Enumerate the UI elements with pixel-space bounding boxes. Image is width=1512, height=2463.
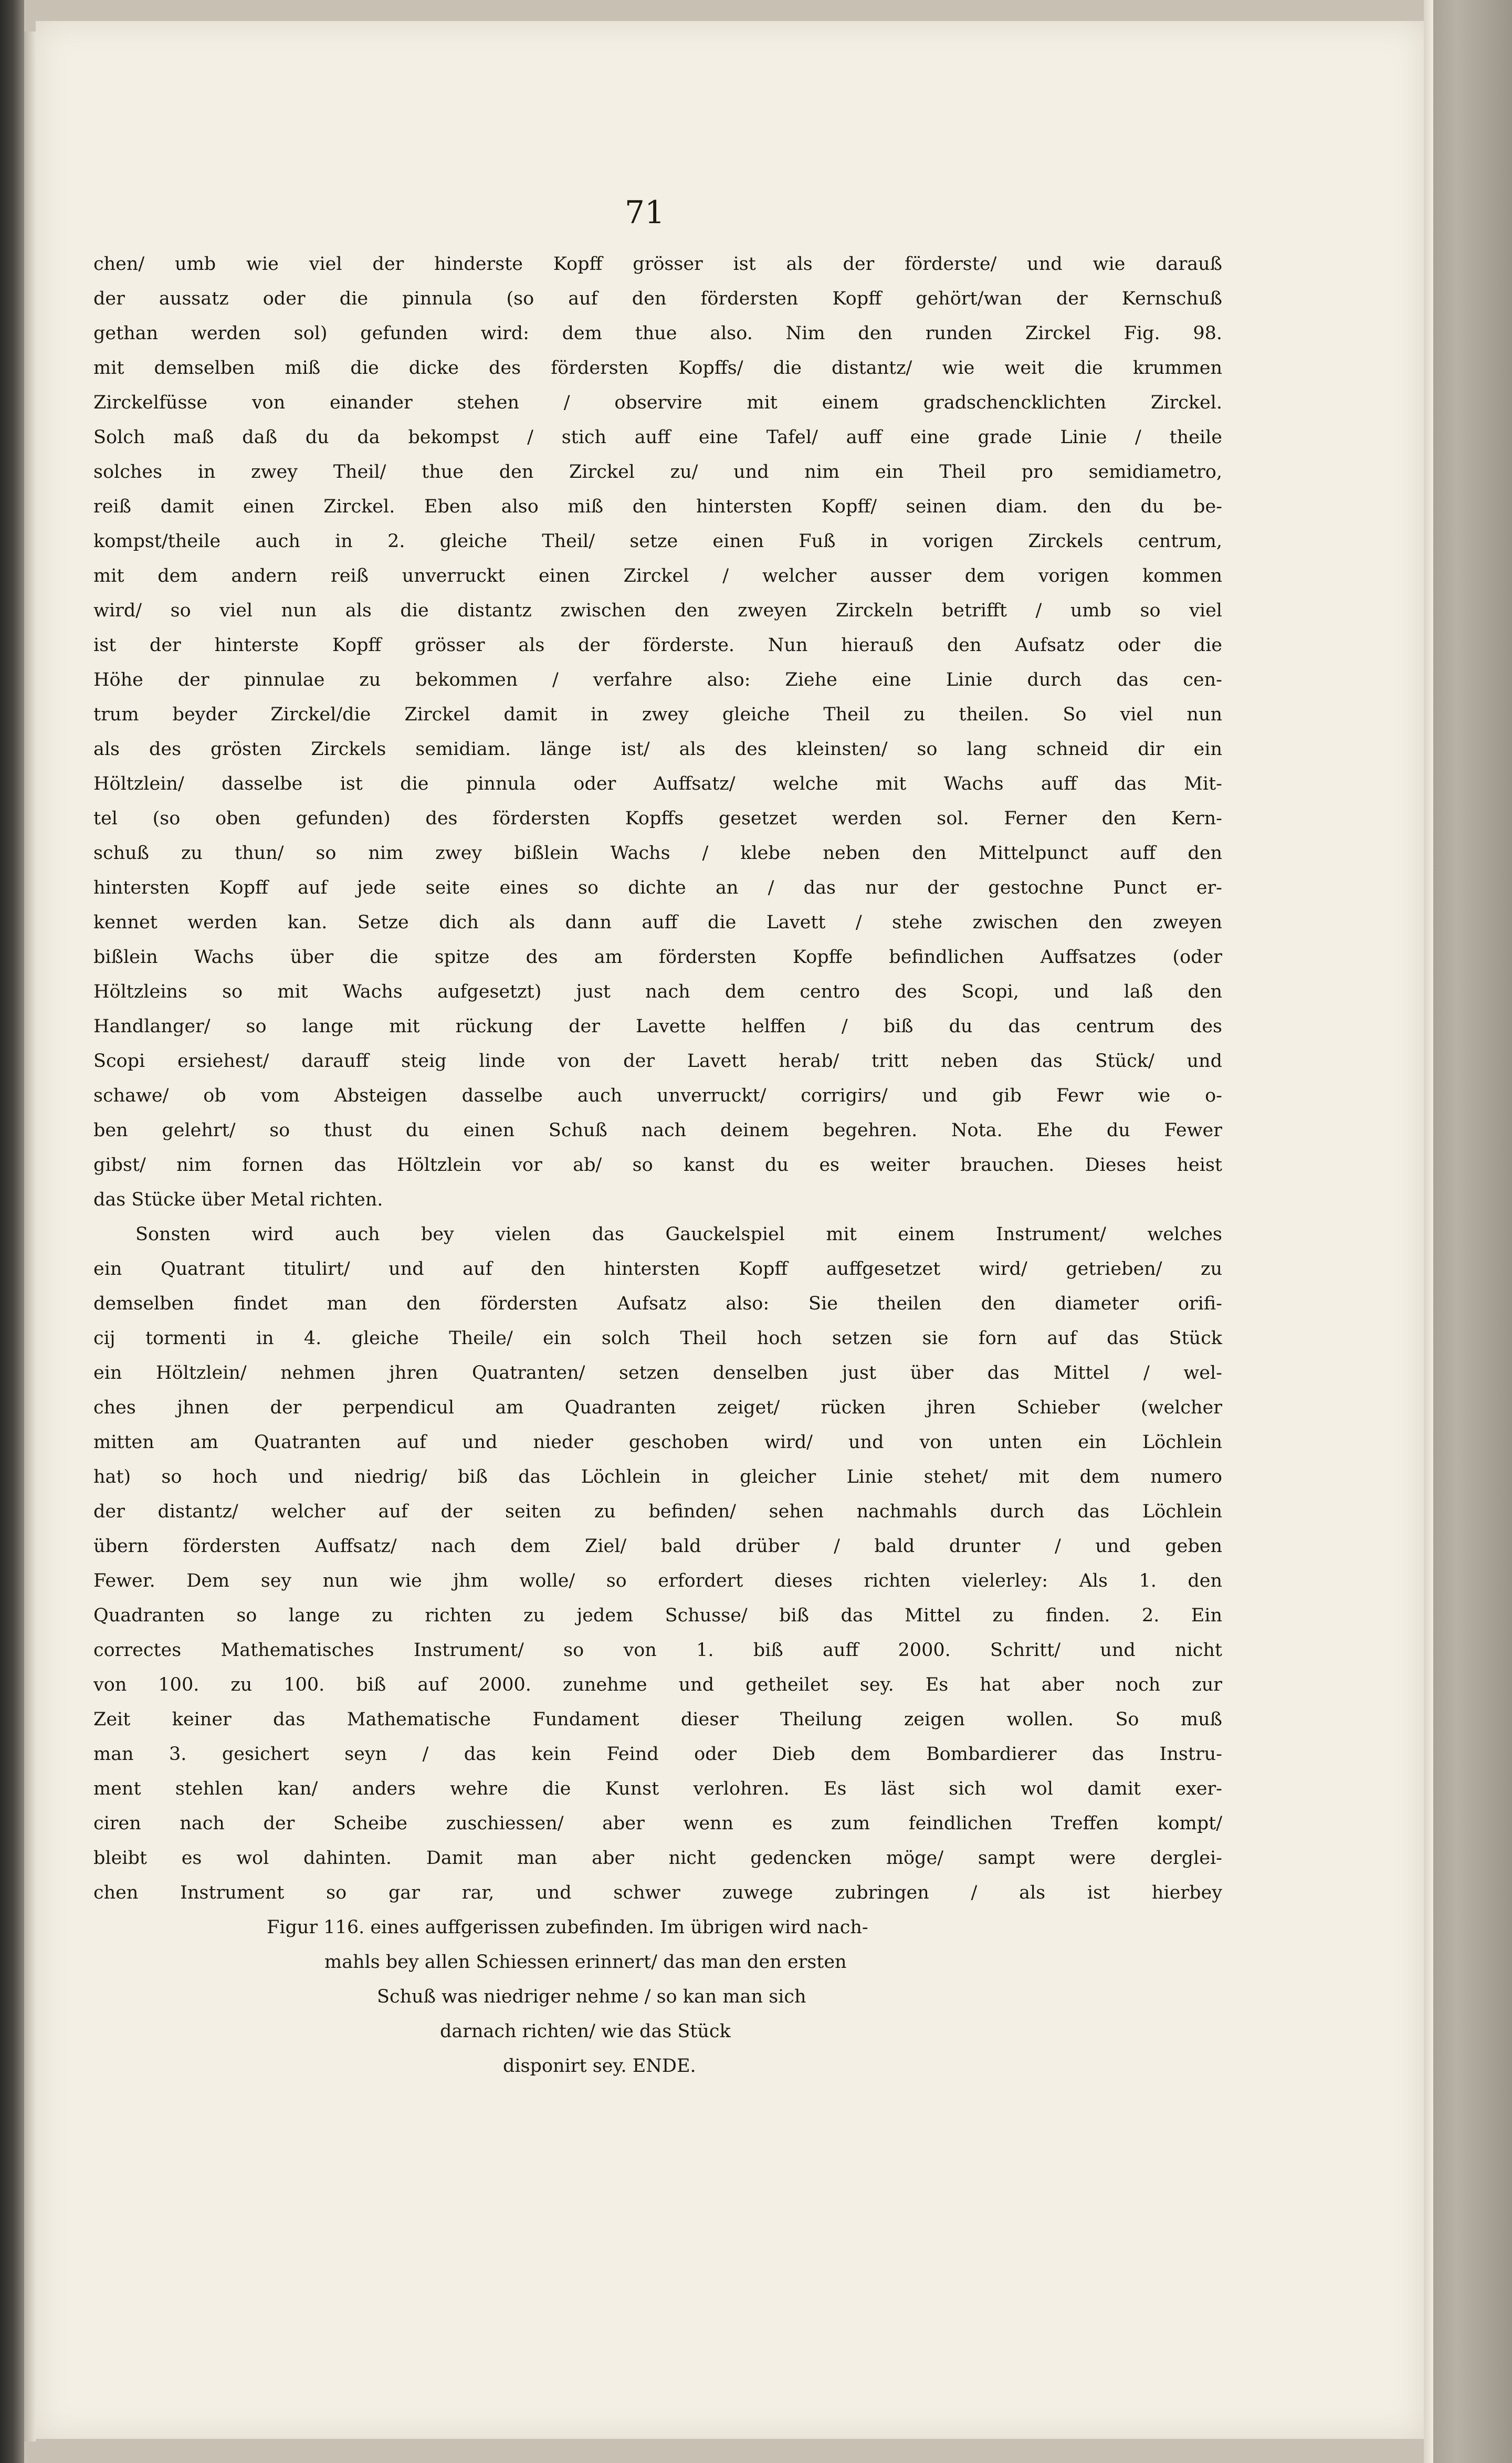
page-edge-right (1424, 0, 1433, 2463)
text-line: chen/ umb wie viel der hinderste Kopff grösser ist als der förderste/ und wie darauß (93, 254, 1222, 275)
text-line: solches in zwey Theil/ thue den Zirckel zu/ und nim ein Theil pro semidiametro, (93, 462, 1222, 483)
text-line: disponirt sey. ENDE. (503, 2056, 696, 2077)
text-line: cij tormenti in 4. gleiche Theile/ ein solch Theil hoch setzen sie forn auf das Stück (93, 1328, 1222, 1349)
text-line: ben gelehrt/ so thust du einen Schuß nach deinem begehren. Nota. Ehe du Fewer (93, 1120, 1222, 1141)
text-line: reiß damit einen Zirckel. Eben also miß den hintersten Kopff/ seinen diam. den du be- (93, 496, 1222, 517)
text-line: der aussatz oder die pinnula (so auf den fördersten Kopff gehört/wan der Kernschuß (93, 288, 1222, 309)
text-line: von 100. zu 100. biß auf 2000. zunehme und getheilet sey. Es hat aber noch zur (93, 1674, 1222, 1695)
page-body-text (93, 247, 1222, 1910)
text-line: als des grösten Zirckels semidiam. länge ist/ als des kleinsten/ so lang schneid dir ein (93, 739, 1222, 760)
text-line: der distantz/ welcher auf der seiten zu befinden/ sehen nachmahls durch das Löchlein (93, 1501, 1222, 1522)
text-line: ein Quatrant titulirt/ und auf den hintersten Kopff auffgesetzet wird/ getrieben/ zu (93, 1259, 1222, 1280)
text-line: wird/ so viel nun als die distantz zwischen den zweyen Zirckeln betrifft / umb so viel (93, 600, 1222, 621)
text-line: mit demselben miß die dicke des fördersten Kopffs/ die distantz/ wie weit die krummen (93, 358, 1222, 379)
text-line: hat) so hoch und niedrig/ biß das Löchlein in gleicher Linie stehet/ mit dem numero (93, 1466, 1222, 1487)
facing-page-edge (24, 32, 36, 2441)
text-line: ist der hinterste Kopff grösser als der förderste. Nun hierauß den Aufsatz oder die (93, 635, 1222, 656)
text-line: ein Höltzlein/ nehmen jhren Quatranten/ setzen denselben just über das Mittel / wel- (93, 1362, 1222, 1384)
text-line: darnach richten/ wie das Stück (440, 2021, 731, 2042)
text-line: correctes Mathematisches Instrument/ so von 1. biß auff 2000. Schritt/ und nicht (93, 1640, 1222, 1661)
text-line: gethan werden sol) gefunden wird: dem thue also. Nim den runden Zirckel Fig. 98. (93, 323, 1222, 344)
text-line: das Stücke über Metal richten. (93, 1189, 383, 1210)
text-line: schuß zu thun/ so nim zwey bißlein Wachs / klebe neben den Mittelpunct auff den (93, 843, 1222, 864)
text-line: ment stehlen kan/ anders wehre die Kunst verlohren. Es läst sich wol damit exer- (93, 1778, 1222, 1799)
text-line: mitten am Quatranten auf und nieder geschoben wird/ und von unten ein Löchlein (93, 1432, 1222, 1453)
closing-paragraph (93, 1910, 1222, 2083)
text-line: Höltzleins so mit Wachs aufgesetzt) just nach dem centro des Scopi, und laß den (93, 981, 1222, 1002)
text-line: Zeit keiner das Mathematische Fundament dieser Theilung zeigen wollen. So muß (93, 1709, 1222, 1730)
book-page (36, 21, 1424, 2439)
text-line: Zirckelfüsse von einander stehen / observire mit einem gradschencklichten Zirckel. (93, 392, 1222, 413)
text-line: kompst/theile auch in 2. gleiche Theil/ setze einen Fuß in vorigen Zirckels centrum, (93, 531, 1222, 552)
text-line: Fewer. Dem sey nun wie jhm wolle/ so erfordert dieses richten vielerley: Als 1. den (93, 1570, 1222, 1591)
text-line: tel (so oben gefunden) des fördersten Kopffs gesetzet werden sol. Ferner den Kern- (93, 808, 1222, 829)
text-line: Figur 116. eines auffgerissen zubefinden. Im übrigen wird nach- (267, 1917, 868, 1938)
text-line: trum beyder Zirckel/die Zirckel damit in zwey gleiche Theil zu theilen. So viel nun (93, 704, 1222, 725)
text-line: bleibt es wol dahinten. Damit man aber nicht gedencken möge/ sampt were derglei- (93, 1848, 1222, 1869)
text-line: Sonsten wird auch bey vielen das Gauckelspiel mit einem Instrument/ welches (135, 1224, 1222, 1245)
book-binding (0, 0, 24, 2463)
text-line: schawe/ ob vom Absteigen dasselbe auch unverruckt/ corrigirs/ und gib Fewr wie o- (93, 1085, 1222, 1106)
text-line: Höltzlein/ dasselbe ist die pinnula oder Auffsatz/ welche mit Wachs auff das Mit- (93, 773, 1222, 794)
text-line: Höhe der pinnulae zu bekommen / verfahre also: Ziehe eine Linie durch das cen- (93, 669, 1222, 690)
text-line: gibst/ nim fornen das Höltzlein vor ab/ so kanst du es weiter brauchen. Dieses heist (93, 1155, 1222, 1176)
text-line: Handlanger/ so lange mit rückung der Lavette helffen / biß du das centrum des (93, 1016, 1222, 1037)
text-line: hintersten Kopff auf jede seite eines so dichte an / das nur der gestochne Punct er- (93, 877, 1222, 898)
text-line: Quadranten so lange zu richten zu jedem Schusse/ biß das Mittel zu finden. 2. Ein (93, 1605, 1222, 1626)
text-line: Solch maß daß du da bekompst / stich auff eine Tafel/ auff eine grade Linie / theile (93, 427, 1222, 448)
book-cover-board (1433, 0, 1512, 2463)
text-line: chen Instrument so gar rar, und schwer zuwege zubringen / als ist hierbey (93, 1882, 1222, 1903)
text-line: übern fördersten Auffsatz/ nach dem Ziel/ bald drüber / bald drunter / und geben (93, 1536, 1222, 1557)
text-line: ciren nach der Scheibe zuschiessen/ aber wenn es zum feindlichen Treffen kompt/ (93, 1813, 1222, 1834)
page-number: 71 (624, 194, 665, 231)
text-line: mahls bey allen Schiessen erinnert/ das man den ersten (324, 1952, 847, 1973)
text-line: Scopi ersiehest/ darauff steig linde von der Lavett herab/ tritt neben das Stück/ und (93, 1051, 1222, 1072)
text-line: man 3. gesichert seyn / das kein Feind oder Dieb dem Bombardierer das Instru- (93, 1744, 1222, 1765)
text-line: bißlein Wachs über die spitze des am fördersten Kopffe befindlichen Auffsatzes (oder (93, 947, 1222, 968)
text-line: demselben findet man den fördersten Aufsatz also: Sie theilen den diameter orifi- (93, 1293, 1222, 1314)
text-line: kennet werden kan. Setze dich als dann auff die Lavett / stehe zwischen den zweyen (93, 912, 1222, 933)
text-line: mit dem andern reiß unverruckt einen Zirckel / welcher ausser dem vorigen kommen (93, 565, 1222, 586)
text-line: ches jhnen der perpendicul am Quadranten zeiget/ rücken jhren Schieber (welcher (93, 1397, 1222, 1418)
text-line: Schuß was niedriger nehme / so kan man sich (377, 1986, 806, 2007)
